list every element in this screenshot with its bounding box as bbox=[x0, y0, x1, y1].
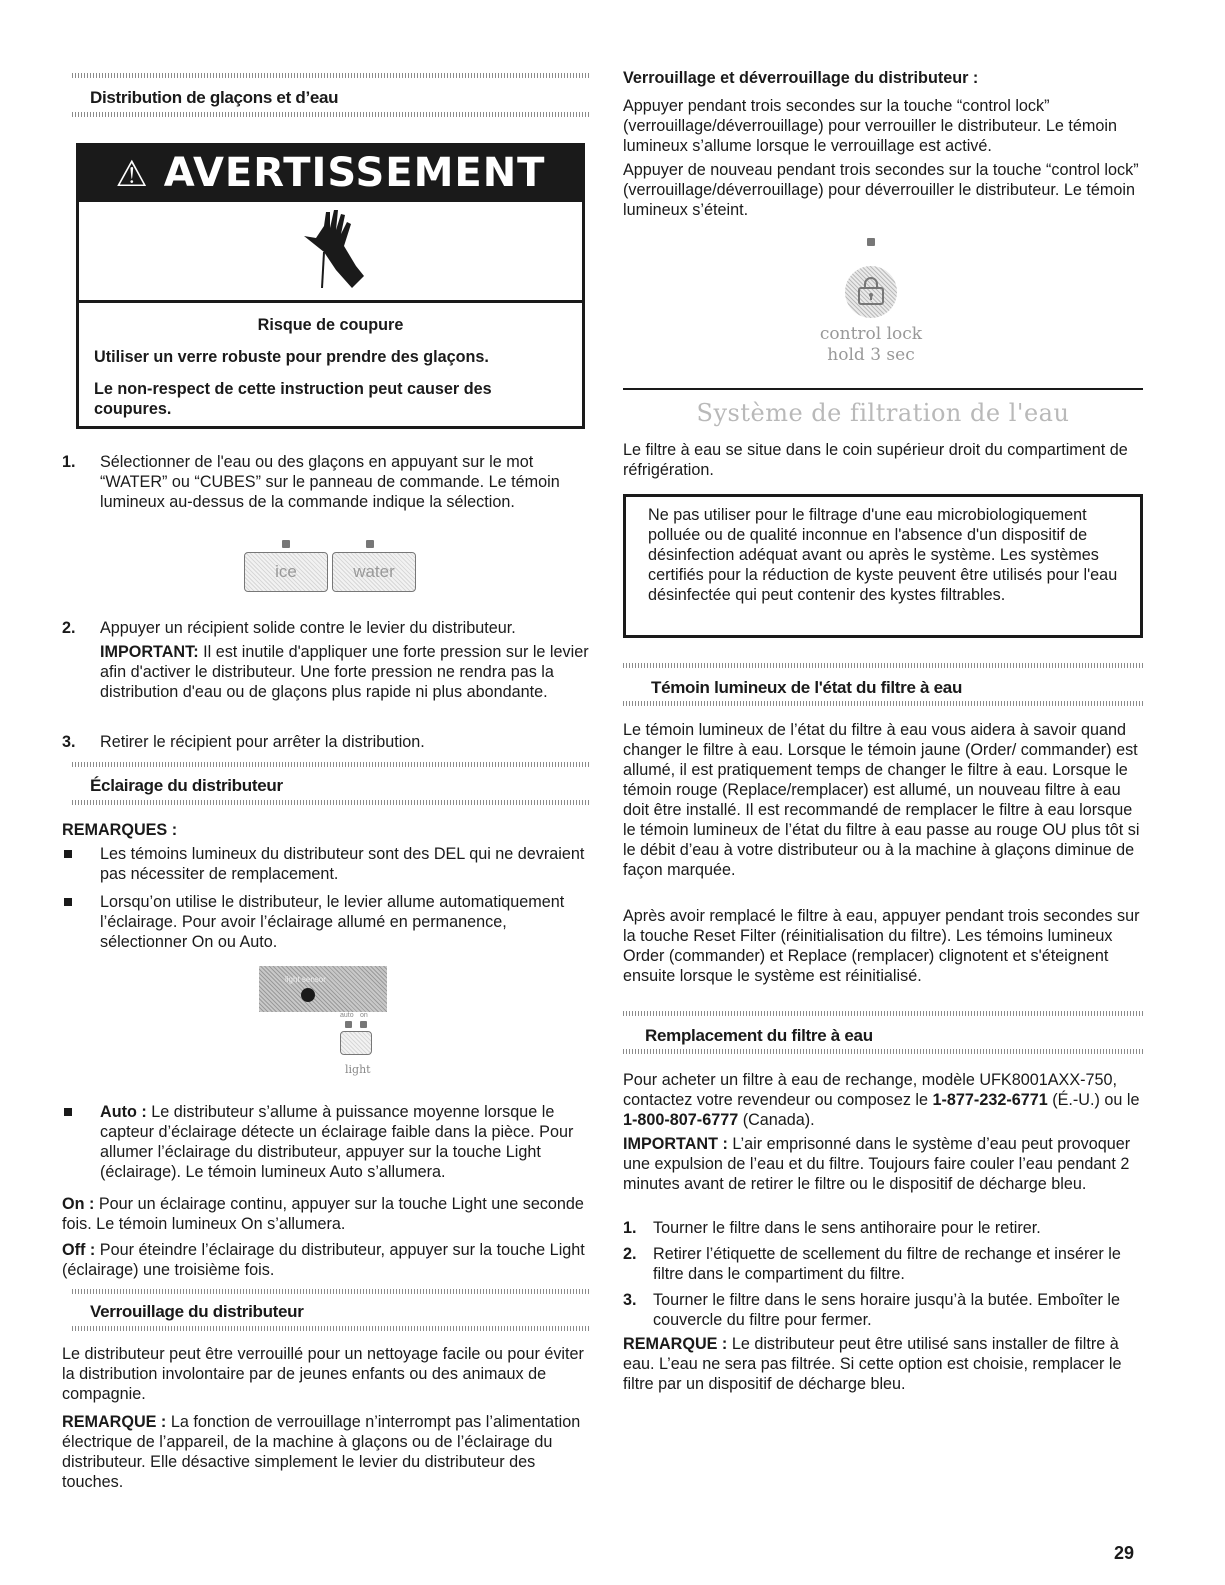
control-lock-label: control lock bbox=[819, 324, 923, 344]
remarks-label: REMARQUES : bbox=[62, 821, 178, 839]
lighting-heading: Éclairage du distributeur bbox=[90, 776, 283, 795]
water-indicator-led bbox=[366, 540, 374, 548]
ice-button[interactable]: ice bbox=[244, 552, 328, 592]
replace-text-b: (É.-U.) ou le bbox=[1047, 1091, 1140, 1109]
page-number: 29 bbox=[1114, 1543, 1135, 1563]
lock-heading: Verrouillage du distributeur bbox=[90, 1302, 304, 1321]
auto-indicator-led bbox=[345, 1021, 352, 1028]
replace-note bbox=[623, 1334, 1143, 1394]
section-rule bbox=[72, 762, 590, 767]
bullet bbox=[64, 850, 72, 858]
replace-text-a: Pour acheter un filtre à eau de rechange, modèle UFK8001AXX-750, contactez votre revendeur ou composez le bbox=[623, 1071, 1118, 1109]
lock-text: Le distributeur peut être verrouillé pour un nettoyage facile ou pour éviter la distribution involontaire par de jeunes enfants ou des animaux de compagnie. bbox=[62, 1345, 584, 1403]
bullet bbox=[64, 898, 72, 906]
replace-text-c: (Canada). bbox=[738, 1111, 815, 1129]
on-mode-label: On : bbox=[62, 1195, 95, 1213]
light-button-label: light bbox=[345, 1063, 371, 1076]
filter-intro: Le filtre à eau se situe dans le coin supérieur droit du compartiment de réfrigération. bbox=[623, 441, 1128, 479]
lock-unlock-title: Verrouillage et déverrouillage du distributeur : bbox=[623, 69, 979, 87]
auto-label: auto bbox=[340, 1012, 354, 1019]
warning-risk: Risque de coupure bbox=[257, 316, 404, 334]
warning-line-2: Le non-respect de cette instruction peut causer des coupures. bbox=[94, 380, 492, 418]
lock-paragraph-1: Appuyer pendant trois secondes sur la touche “control lock” (verrouillage/déverrouillage) pour verrouiller le distributeur. Le témoin lumineux s’allume lorsque le verrouillage est activé. bbox=[623, 97, 1117, 155]
step-number: 3. bbox=[62, 733, 76, 751]
warning-box bbox=[76, 143, 585, 429]
padlock-icon bbox=[856, 277, 886, 307]
auto-mode-text: Le distributeur s’allume à puissance moyenne lorsque le capteur d’éclairage détecte un éclairage faible dans la pièce. Pour allumer l’éclairage du distributeur, appuyer sur la touche Light (éclairage). Le témoin lumineux Auto s’allumera. bbox=[100, 1103, 574, 1181]
warning-line-1: Utiliser un verre robuste pour prendre des glaçons. bbox=[94, 348, 489, 366]
section-rule bbox=[623, 701, 1143, 706]
section-rule bbox=[72, 1289, 590, 1294]
remark-text: Les témoins lumineux du distributeur sont des DEL qui ne devraient pas nécessiter de remplacement. bbox=[100, 845, 585, 883]
step-number: 3. bbox=[623, 1291, 637, 1309]
auto-mode-label: Auto : bbox=[100, 1103, 147, 1121]
note-text: Le distributeur peut être utilisé sans installer de filtre à eau. L’eau ne sera pas filtrée. Si cette option est choisie, remplacer le filtre par un dispositif de décharge bleu. bbox=[623, 1335, 1122, 1393]
step-text: Retirer le récipient pour arrêter la distribution. bbox=[100, 733, 425, 751]
replace-important bbox=[623, 1134, 1143, 1194]
on-label: on bbox=[360, 1012, 368, 1019]
step-number: 2. bbox=[62, 619, 76, 637]
important-label: IMPORTANT : bbox=[623, 1135, 728, 1153]
light-sensor-icon bbox=[301, 988, 315, 1002]
status-heading: Témoin lumineux de l'état du filtre à eau bbox=[651, 678, 963, 697]
note-label: REMARQUE : bbox=[62, 1413, 167, 1431]
filtration-title: Système de filtration de l'eau bbox=[696, 399, 1070, 427]
step-text: Tourner le filtre dans le sens horaire jusqu’à la butée. Emboîter le couvercle du filtre pour fermer. bbox=[653, 1291, 1120, 1329]
remark-text: Lorsqu’on utilise le distributeur, le levier allume automatiquement l’éclairage. Pour avoir l’éclairage allumé en permanence, sélectionner On ou Auto. bbox=[100, 893, 565, 951]
important-note bbox=[100, 642, 590, 702]
step-text: Tourner le filtre dans le sens antihoraire pour le retirer. bbox=[653, 1219, 1041, 1237]
step-text: Appuyer un récipient solide contre le levier du distributeur. bbox=[100, 619, 516, 637]
step-number: 1. bbox=[623, 1219, 637, 1237]
replace-paragraph bbox=[623, 1070, 1143, 1130]
note-text: La fonction de verrouillage n’interrompt pas l’alimentation électrique de l’appareil, de la machine à glaçons ou de l’éclairage du distributeur. Elle désactive simplement le levier du distributeur des touches. bbox=[62, 1413, 581, 1491]
important-label: IMPORTANT: bbox=[100, 643, 199, 661]
phone-us: 1-877-232-6771 bbox=[932, 1091, 1048, 1109]
lock-paragraph-2: Appuyer de nouveau pendant trois secondes sur la touche “control lock” (verrouillage/déverrouillage) pour déverrouiller le distributeur. Le témoin lumineux s’éteint. bbox=[623, 161, 1139, 219]
status-paragraph-2: Après avoir remplacé le filtre à eau, appuyer pendant trois secondes sur la touche Reset Filter (réinitialisation du filtre). Les témoins lumineux Order (commander) et Replace (remplacer) clignotent et s'éteignent ensuite lorsque le système est réinitialisé. bbox=[623, 907, 1140, 985]
section-rule bbox=[623, 1049, 1143, 1054]
section-rule bbox=[72, 73, 590, 78]
off-mode-text: Pour éteindre l’éclairage du distributeur, appuyer sur la touche Light (éclairage) une troisième fois. bbox=[62, 1241, 585, 1279]
bullet bbox=[64, 1108, 72, 1116]
filter-notice-text: Ne pas utiliser pour le filtrage d'une eau microbiologiquement polluée ou de qualité inconnue en l'absence d'un dispositif de désinfection adéquat avant ou après le système. Les systèmes certifiés pour la réduction de kyste peuvent être utilisés pour l'eau désinfectée qui peut contenir des kystes filtrables. bbox=[648, 506, 1118, 604]
section-divider bbox=[623, 388, 1143, 390]
phone-canada: 1-800-807-6777 bbox=[623, 1111, 739, 1129]
water-button[interactable]: water bbox=[332, 552, 416, 592]
hold-label: hold 3 sec bbox=[827, 345, 915, 365]
warning-triangle-icon: ⚠ bbox=[115, 154, 149, 195]
control-lock-led bbox=[867, 238, 875, 246]
light-sensor-label: light sensor bbox=[285, 975, 326, 984]
important-text: Il est inutile d'appliquer une forte pression sur le levier afin d'activer le distributeur. Une forte pression ne rendra pas la distribution d'eau ou de glaçons plus rapide ni plus abondante. bbox=[100, 643, 589, 701]
off-description bbox=[62, 1240, 590, 1280]
filter-notice-box bbox=[623, 494, 1143, 638]
step-text: Sélectionner de l'eau ou des glaçons en appuyant sur le mot “WATER” ou “CUBES” sur le panneau de commande. Le témoin lumineux au-dessus de la commande indique la sélection. bbox=[100, 453, 560, 511]
step-number: 2. bbox=[623, 1245, 637, 1263]
status-paragraph-1: Le témoin lumineux de l’état du filtre à eau vous aidera à savoir quand changer le filtre à eau. Lorsque le témoin jaune (Order/ commander) est allumé, il est pratiquement temps de changer le filtre à eau. Lorsque le témoin rouge (Replace/remplacer) est allumé, un nouveau filtre à eau doit être installé. Il est recommandé de remplacer le filtre à eau lorsque le témoin lumineux de l’état du filtre à eau passe au rouge OU plus tôt si le débit d’eau à votre distributeur ou à la machine à glaçons diminue de façon marquée. bbox=[623, 721, 1140, 879]
dispensing-heading: Distribution de glaçons et d’eau bbox=[90, 88, 339, 107]
section-rule bbox=[72, 112, 590, 117]
control-lock-caption bbox=[801, 324, 941, 366]
on-indicator-led bbox=[360, 1021, 367, 1028]
ice-indicator-led bbox=[282, 540, 290, 548]
warning-header bbox=[79, 146, 582, 202]
section-rule bbox=[623, 1011, 1143, 1016]
important-text: L’air emprisonné dans le système d’eau peut provoquer une expulsion de l’eau et du filtre. Toujours faire couler l’eau pendant 2 minutes avant de retirer le filtre ou le dispositif de décharge bleu. bbox=[623, 1135, 1131, 1193]
light-button[interactable] bbox=[340, 1031, 372, 1055]
warning-pictogram bbox=[79, 202, 582, 303]
section-rule bbox=[72, 1326, 590, 1331]
warning-title: AVERTISSEMENT bbox=[163, 150, 546, 196]
section-rule bbox=[72, 800, 590, 805]
step-text: Retirer l’étiquette de scellement du filtre de rechange et insérer le filtre dans le compartiment du filtre. bbox=[653, 1245, 1121, 1283]
cut-hand-icon bbox=[294, 208, 374, 298]
section-rule bbox=[623, 663, 1143, 668]
on-description bbox=[62, 1194, 590, 1234]
step-number: 1. bbox=[62, 453, 76, 471]
on-mode-text: Pour un éclairage continu, appuyer sur la touche Light une seconde fois. Le témoin lumineux On s’allumera. bbox=[62, 1195, 584, 1233]
light-sensor-panel bbox=[259, 966, 387, 1012]
control-lock-button[interactable] bbox=[845, 266, 897, 318]
replace-heading: Remplacement du filtre à eau bbox=[645, 1026, 873, 1045]
lock-note bbox=[62, 1412, 590, 1492]
note-label: REMARQUE : bbox=[623, 1335, 728, 1353]
off-mode-label: Off : bbox=[62, 1241, 96, 1259]
